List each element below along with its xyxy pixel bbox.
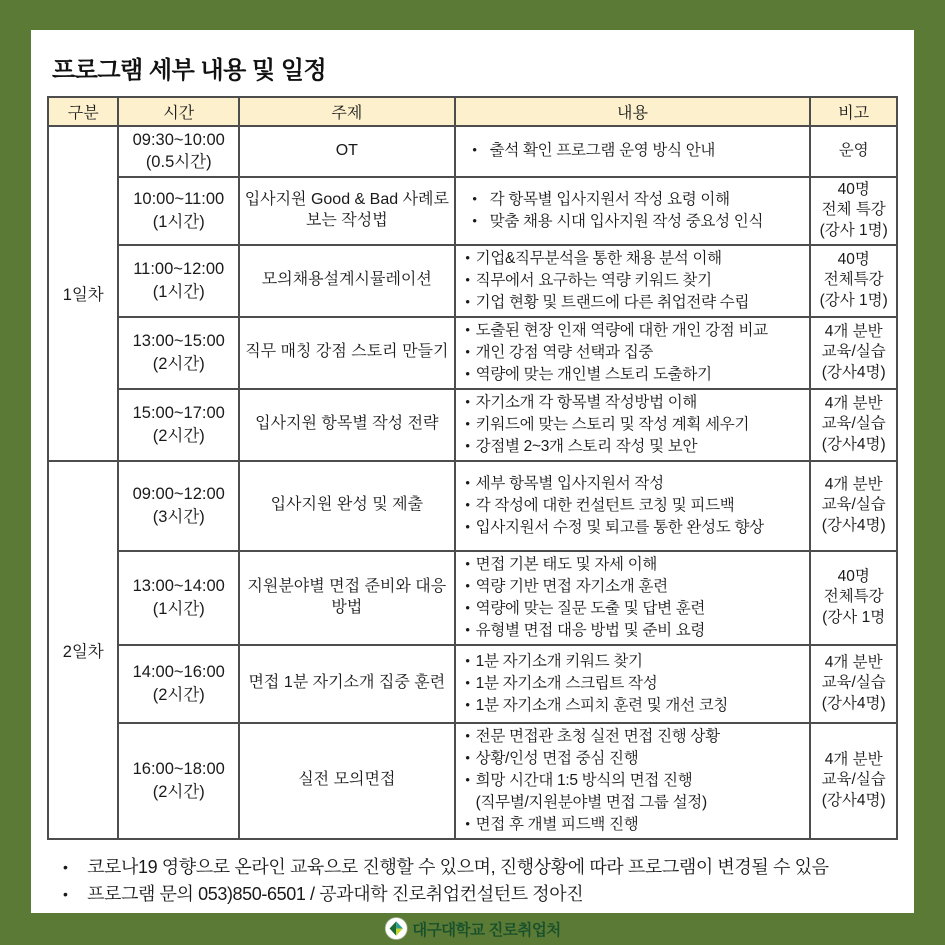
time-cell: 09:00~12:00 (3시간) [118,461,239,551]
header-category: 구분 [48,97,118,126]
bullet-subline: (직무별/지원분야별 면접 그룹 설정) [475,793,707,811]
note-item: • 코로나19 영향으로 온라인 교육으로 진행할 수 있으며, 진행상황에 따라 프로그램이 변경될 수 있음 [57,854,898,882]
bullet-item: • 면접 기본 태도 및 자세 이해 [460,554,806,576]
bullet-item: • 유형별 면접 대응 방법 및 준비 요령 [460,620,806,642]
bullet-item: • 상황/인성 면접 중심 진행 [460,748,806,770]
remark-cell: 40명 전체특강 (강사 1명 [810,551,897,645]
bullet-item: • 자기소개 각 항목별 작성방법 이해 [460,392,806,414]
time-cell: 10:00~11:00 (1시간) [118,177,239,245]
bullet-item: • 1분 자기소개 키워드 찾기 [460,651,806,673]
content-cell [455,126,811,177]
content-cell [455,317,811,389]
content-cell [455,177,811,245]
content-cell [455,551,811,645]
bullet-item: • 기업 현황 및 트랜드에 다른 취업전략 수립 [460,292,806,314]
time-cell: 11:00~12:00 (1시간) [118,245,239,317]
table-row [48,126,897,177]
header-remark: 비고 [810,97,897,126]
topic-cell: OT [239,126,455,177]
bullet-item: • 기업&직무분석을 통한 채용 분석 이해 [460,248,806,270]
bullet-item: • 면접 후 개별 피드백 진행 [460,814,806,836]
time-cell: 15:00~17:00 (2시간) [118,389,239,461]
university-seal-icon [384,917,407,940]
bullet-item: • 역량 기반 면접 자기소개 훈련 [460,576,806,598]
topic-cell: 지원분야별 면접 준비와 대응 방법 [239,551,455,645]
bullet-item: • 전문 면접관 초청 실전 면접 진행 상황 [460,726,806,748]
schedule-table [47,96,898,840]
table-header-row [48,97,897,126]
bullet-item: • 입사지원서 수정 및 퇴고를 통한 완성도 향상 [460,517,806,539]
note-item: • 프로그램 문의 053)850-6501 / 공과대학 진로취업컨설턴트 정아진 [57,881,898,909]
topic-cell: 면접 1분 자기소개 집중 훈련 [239,645,455,723]
header-time: 시간 [118,97,239,126]
day-label: 2일차 [48,461,118,839]
bullet-item: • 희망 시간대 1:5 방식의 면접 진행 [460,770,806,792]
content-cell [455,645,811,723]
footer-notes [57,854,898,910]
content-cell [455,245,811,317]
content-cell [455,723,811,839]
bullet-item: • 역량에 맞는 질문 도출 및 답변 훈련 [460,598,806,620]
content-cell [455,461,811,551]
bullet-item: • 직무에서 요구하는 역량 키워드 찾기 [460,270,806,292]
header-content: 내용 [455,97,811,126]
time-cell: 13:00~15:00 (2시간) [118,317,239,389]
document-page [31,30,914,913]
bullet-item: • 세부 항목별 입사지원서 작성 [460,473,806,495]
bullet-item: • 도출된 현장 인재 역량에 대한 개인 강점 비교 [460,320,806,342]
bullet-item: • 각 항목별 입사지원서 작성 요령 이해 [460,189,806,211]
topic-cell: 입사지원 Good & Bad 사례로 보는 작성법 [239,177,455,245]
remark-cell: 4개 분반 교육/실습 (강사4명) [810,645,897,723]
table-row [48,245,897,317]
time-cell: 14:00~16:00 (2시간) [118,645,239,723]
remark-cell: 40명 전체 특강 (강사 1명) [810,177,897,245]
bullet-item: • 출석 확인 프로그램 운영 방식 안내 [460,140,806,162]
table-row [48,461,897,551]
bullet-item: • 강점별 2~3개 스토리 작성 및 보안 [460,436,806,458]
topic-cell: 직무 매칭 강점 스토리 만들기 [239,317,455,389]
topic-cell: 입사지원 완성 및 제출 [239,461,455,551]
topic-cell: 입사지원 항목별 작성 전략 [239,389,455,461]
table-row [48,177,897,245]
remark-cell: 4개 분반 교육/실습 (강사4명) [810,723,897,839]
time-cell: 09:30~10:00 (0.5시간) [118,126,239,177]
bullet-item: • 각 작성에 대한 컨설턴트 코칭 및 피드백 [460,495,806,517]
remark-cell: 운영 [810,126,897,177]
remark-cell: 4개 분반 교육/실습 (강사4명) [810,389,897,461]
bullet-item: • 1분 자기소개 스피치 훈련 및 개선 코칭 [460,695,806,717]
table-row [48,645,897,723]
remark-cell: 40명 전체특강 (강사 1명) [810,245,897,317]
bullet-item: • 역량에 맞는 개인별 스토리 도출하기 [460,364,806,386]
topic-cell: 실전 모의면접 [239,723,455,839]
page-title: 프로그램 세부 내용 및 일정 [52,57,327,84]
remark-cell: 4개 분반 교육/실습 (강사4명) [810,317,897,389]
time-cell: 13:00~14:00 (1시간) [118,551,239,645]
table-row [48,317,897,389]
bullet-item: • 맞춤 채용 시대 입사지원 작성 중요성 인식 [460,211,806,233]
table-row [48,551,897,645]
remark-cell: 4개 분반 교육/실습 (강사4명) [810,461,897,551]
bullet-item: • 키워드에 맞는 스토리 및 작성 계획 세우기 [460,414,806,436]
bullet-item: • 개인 강점 역량 선택과 집중 [460,342,806,364]
day-label: 1일차 [48,126,118,461]
table-row [48,389,897,461]
bullet-item: • 1분 자기소개 스크립트 작성 [460,673,806,695]
time-cell: 16:00~18:00 (2시간) [118,723,239,839]
university-logo-text: 대구대학교 진로취업처 [412,921,561,939]
topic-cell: 모의채용설계시뮬레이션 [239,245,455,317]
header-topic: 주제 [239,97,455,126]
content-cell [455,389,811,461]
table-row [48,723,897,839]
university-logo [384,917,561,940]
